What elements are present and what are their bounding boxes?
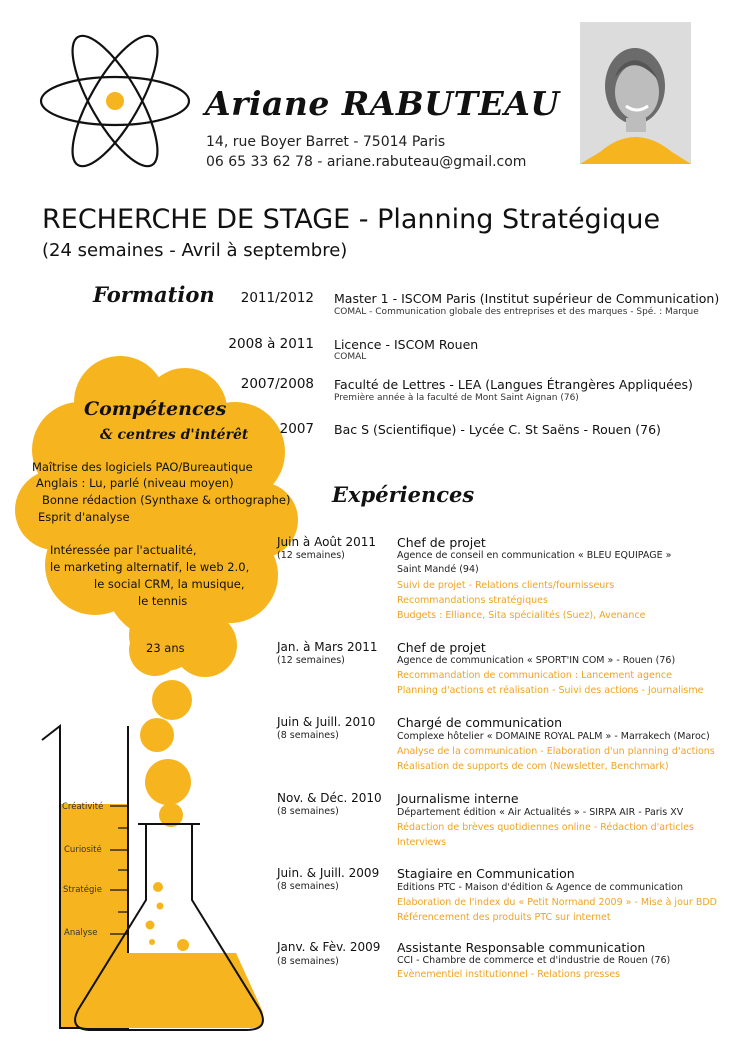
experience-date: Juin & Juill. 2010	[277, 715, 376, 729]
address: 14, rue Boyer Barret - 75014 Paris	[206, 134, 446, 150]
experience-company: Agence de conseil en communication « BLEU EQUIPAGE »	[397, 550, 672, 561]
formation-main: Master 1 - ISCOM Paris (Institut supérieur de Communication)	[334, 291, 720, 306]
interest-item: le tennis	[138, 594, 188, 608]
age: 23 ans	[146, 641, 185, 655]
formation-main: Licence - ISCOM Rouen	[334, 337, 479, 352]
beaker-label-creativite: Créativité	[62, 802, 104, 812]
experience-company: CCI - Chambre de commerce et d'industrie de Rouen (76)	[397, 955, 671, 966]
bubbles	[140, 680, 192, 827]
experience-duration: (12 semaines)	[277, 655, 345, 666]
skill-item: Anglais : Lu, parlé (niveau moyen)	[36, 476, 234, 490]
experience-title: Chef de projet	[397, 640, 486, 655]
experience-task: Référencement des produits PTC sur internet	[397, 912, 611, 923]
experience-company: Département édition « Air Actualités » - SIRPA AIR - Paris XV	[397, 807, 684, 818]
phone-email: 06 65 33 62 78 - ariane.rabuteau@gmail.com	[206, 154, 527, 170]
experience-duration: (8 semaines)	[277, 730, 339, 741]
experience-task: Réalisation de supports de com (Newsletter, Benchmark)	[397, 761, 669, 772]
profile-photo	[580, 22, 691, 164]
experience-title: Chef de projet	[397, 535, 486, 550]
experience-task: Budgets : Elliance, Sita spécialités (Suez), Avenance	[397, 610, 646, 621]
experience-date: Juin à Août 2011	[277, 535, 377, 549]
experience-date: Jan. à Mars 2011	[277, 640, 378, 654]
experience-task: Planning d'actions et réalisation - Suivi des actions - Journalisme	[397, 685, 704, 696]
skill-item: Esprit d'analyse	[38, 510, 130, 524]
experience-task: Suivi de projet - Relations clients/fournisseurs	[397, 580, 615, 591]
experience-task: Rédaction de brèves quotidiennes online - Rédaction d'articles	[397, 822, 694, 833]
experiences-heading: Expériences	[332, 482, 475, 507]
candidate-name: Ariane RABUTEAU	[205, 84, 560, 123]
interest-item: le marketing alternatif, le web 2.0,	[50, 560, 250, 574]
experience-task: Recommandations stratégiques	[397, 595, 548, 606]
formation-main: Faculté de Lettres - LEA (Langues Étrangères Appliquées)	[334, 377, 693, 392]
experience-date: Juin. & Juill. 2009	[277, 866, 380, 880]
experience-company: Editions PTC - Maison d'édition & Agence de communication	[397, 882, 684, 893]
experience-title: Chargé de communication	[397, 715, 563, 730]
formation-sub: COMAL	[334, 352, 367, 362]
formation-sub: COMAL - Communication globale des entreprises et des marques - Spé. : Marque	[334, 307, 699, 317]
experience-duration: (12 semaines)	[277, 550, 345, 561]
experience-title: Journalisme interne	[397, 791, 519, 806]
experience-task: Interviews	[397, 837, 447, 848]
page-subtitle: (24 semaines - Avril à septembre)	[42, 240, 348, 261]
experience-company: Saint Mandé (94)	[397, 564, 479, 575]
formation-sub: Première année à la faculté de Mont Saint Aignan (76)	[334, 393, 579, 403]
experience-title: Assistante Responsable communication	[397, 940, 646, 955]
formation-main: Bac S (Scientifique) - Lycée C. St Saëns - Rouen (76)	[334, 422, 661, 437]
skill-item: Bonne rédaction (Synthaxe & orthographe)	[42, 493, 291, 507]
experience-date: Janv. & Fèv. 2009	[277, 940, 381, 954]
experience-company: Agence de communication « SPORT'IN COM » - Rouen (76)	[397, 655, 676, 666]
formation-date: 2008 à 2011	[228, 336, 314, 352]
formation-date: 2007/2008	[240, 376, 314, 392]
experience-task: Analyse de la communication - Elaboration d'un planning d'actions	[397, 746, 715, 757]
competences-heading: Compétences	[84, 398, 227, 420]
experience-title: Stagiaire en Communication	[397, 866, 575, 881]
avatar-icon	[580, 22, 691, 164]
beaker-label-curiosite: Curiosité	[64, 845, 102, 855]
interest-item: le social CRM, la musique,	[94, 577, 245, 591]
page-title: RECHERCHE DE STAGE - Planning Stratégique	[42, 204, 661, 235]
atom-logo-icon	[41, 25, 189, 177]
experience-task: Evènementiel institutionnel - Relations presses	[397, 969, 621, 980]
formation-heading: Formation	[93, 282, 215, 307]
formation-date: 2007	[279, 421, 314, 437]
experience-date: Nov. & Déc. 2010	[277, 791, 382, 805]
experience-duration: (8 semaines)	[277, 806, 339, 817]
experience-duration: (8 semaines)	[277, 956, 339, 967]
interest-item: Intéressée par l'actualité,	[50, 543, 197, 557]
skill-item: Maîtrise des logiciels PAO/Bureautique	[32, 460, 253, 474]
competences-subheading: & centres d'intérêt	[100, 427, 249, 443]
formation-date: 2011/2012	[240, 290, 314, 306]
beaker-label-strategie: Stratégie	[63, 885, 102, 895]
experience-task: Recommandation de communication : Lancement agence	[397, 670, 672, 681]
experience-duration: (8 semaines)	[277, 881, 339, 892]
beaker-label-analyse: Analyse	[64, 928, 98, 938]
experience-company: Complexe hôtelier « DOMAINE ROYAL PALM » - Marrakech (Maroc)	[397, 731, 710, 742]
experience-task: Elaboration de l'index du « Petit Normand 2009 » - Mise à jour BDD	[397, 897, 717, 908]
